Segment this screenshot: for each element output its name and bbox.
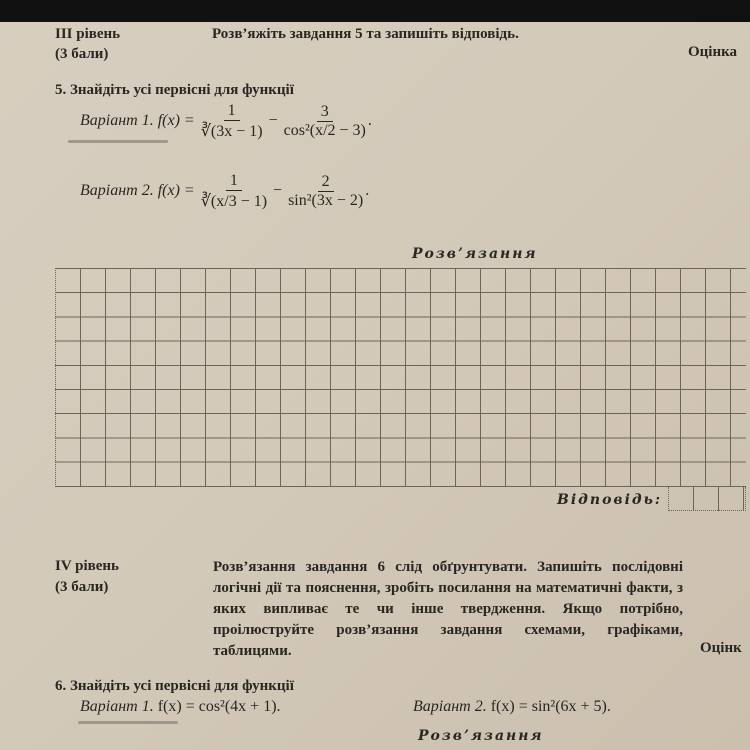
variant2-label: Варіант 2.	[80, 182, 154, 200]
textbook-page	[0, 22, 750, 750]
lhs: f(x) =	[157, 182, 195, 200]
task5-variant1	[80, 102, 372, 141]
formula: f(x) = cos²(4x + 1).	[157, 698, 281, 715]
level3-instruction: Розв’яжіть завдання 5 та запишіть відповідь.	[212, 26, 519, 42]
grade-label-2: Оцінк	[700, 640, 742, 656]
level4-points: (3 бали)	[55, 579, 109, 595]
variant2-label: Варіант 2.	[413, 698, 487, 715]
numerator: 1	[226, 172, 242, 191]
period: .	[367, 112, 372, 130]
level4-title: IV рівень	[55, 558, 119, 574]
task6-variant2	[413, 698, 611, 716]
task5-variant2	[80, 172, 369, 211]
pencil-underline	[78, 721, 178, 724]
denominator: ∛(x/3 − 1)	[200, 193, 268, 210]
solution-grid[interactable]	[55, 268, 746, 487]
answer-box[interactable]	[668, 487, 746, 511]
pencil-underline	[68, 140, 168, 143]
denominator: ∛(3x − 1)	[200, 123, 263, 140]
level4-instruction: Розв’язання завдання 6 слід обґрунтувати. Запишіть послідовні логічні дії та пояснення, зробіть посилання на математичні факти, з яких випливає те чи інше твердження. Якщо потрібно, проілюструйте розв’язання завдання схемами, графіками, таблицями.	[213, 559, 683, 659]
task6-variant1	[80, 698, 281, 716]
variant1-label: Варіант 1.	[80, 698, 154, 715]
lhs: f(x) =	[157, 112, 195, 130]
denominator: cos²(x/2 − 3)	[283, 122, 366, 139]
numerator: 1	[224, 102, 240, 121]
formula: f(x) = sin²(6x + 5).	[490, 698, 611, 715]
grade-label: Оцінка	[688, 44, 738, 60]
operator: −	[273, 182, 283, 200]
numerator: 3	[317, 103, 333, 122]
level3-points: (3 бали)	[55, 46, 109, 62]
answer-label: Відповідь:	[557, 492, 663, 508]
denominator: sin²(3x − 2)	[288, 192, 364, 209]
task6-heading: 6. Знайдіть усі первісні для функції	[55, 678, 294, 694]
solution-label-2: Розв’язання	[418, 728, 544, 744]
level3-title: III рівень	[55, 26, 121, 42]
period: .	[365, 182, 370, 200]
numerator: 2	[318, 173, 334, 192]
operator: −	[268, 112, 278, 130]
task5-heading: 5. Знайдіть усі первісні для функції	[55, 82, 294, 98]
variant1-label: Варіант 1.	[80, 112, 154, 130]
solution-label: Розв’язання	[412, 246, 538, 262]
